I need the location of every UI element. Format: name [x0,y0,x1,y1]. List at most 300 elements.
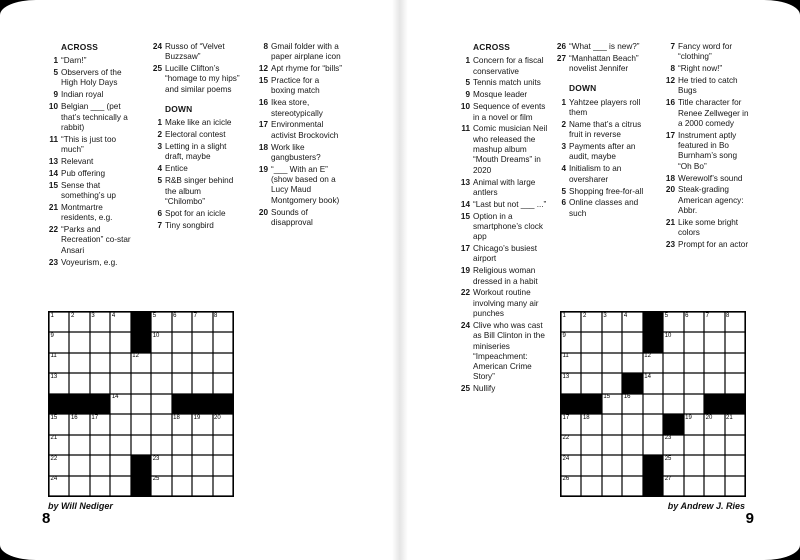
grid-cell [643,414,663,434]
grid-cell [172,373,192,393]
grid-cell [602,332,622,352]
grid-cell [602,414,622,434]
clue-number: 15 [258,76,268,86]
clue-item [152,42,240,63]
grid-cell [622,455,642,475]
grid-cell-black [131,476,151,496]
clue-item [258,76,344,97]
grid-cell [151,353,171,373]
clue-text: Observers of the High Holy Days [61,68,122,88]
grid-cell [684,312,704,332]
clue-text: Animal with large antlers [473,177,536,197]
clue-item [665,64,750,74]
grid-cell [110,394,130,414]
grid-cell [684,373,704,393]
clue-column [460,42,548,396]
cell-number: 1 [50,312,54,319]
clue-item [556,198,648,219]
clue-column [258,42,344,230]
grid-cell [704,373,724,393]
grid-cell [684,332,704,352]
clue-item [460,212,548,243]
cell-number: 8 [214,312,218,319]
grid-cell [581,476,601,496]
clue-item [665,174,750,184]
clue-number: 6 [157,208,162,218]
grid-cell [90,435,110,455]
cell-number: 3 [91,312,95,319]
grid-cell [69,353,89,373]
grid-cell [561,435,581,455]
clue-text: “Last but not ___ ...” [473,199,547,209]
cell-number: 2 [582,312,587,319]
across-header: ACROSS [473,42,511,52]
grid-cell [602,373,622,393]
clue-text: Lucille Clifton’s “homage to my hips” and similar poems [165,64,240,94]
clue-number: 26 [556,42,566,51]
grid-cell [663,455,683,475]
grid-cell [151,414,171,434]
clue-number: 7 [670,42,675,51]
clue-item [152,130,240,140]
grid-cell [622,312,642,332]
grid-cell [622,332,642,352]
clue-item [556,187,648,197]
cell-number: 18 [173,414,180,421]
grid-cell [131,435,151,455]
clue-text: Voyeurism, e.g. [61,257,118,267]
clue-number: 25 [152,64,162,74]
clue-item [460,244,548,265]
grid-cell [172,353,192,373]
grid-cell [663,435,683,455]
grid-cell [581,373,601,393]
clue-item [460,124,548,175]
grid-cell-black [49,394,69,414]
grid-cell [704,476,724,496]
grid-cell [581,455,601,475]
grid-cell-black [643,455,663,475]
grid-cell [581,332,601,352]
clue-number: 21 [48,202,58,212]
grid-cell [192,476,212,496]
clue-text: Like some bright colors [678,217,739,238]
grid-cell [213,455,233,475]
grid-cell [151,394,171,414]
grid-cell [90,373,110,393]
clue-item [152,176,240,207]
clue-item [556,120,648,141]
clue-number: 8 [263,42,268,51]
grid-cell [725,414,745,434]
clue-number: 25 [460,384,470,394]
clue-item [48,157,136,167]
clue-text: He tried to catch Bugs [678,76,738,96]
cell-number: 24 [562,455,570,462]
grid-cell [561,414,581,434]
grid-cell [561,476,581,496]
cell-number: 22 [562,435,570,442]
clue-number: 2 [561,119,566,129]
clue-number: 5 [157,176,162,186]
clue-text: “Parks and Recreation” co-star Ansari [61,225,131,255]
grid-cell [151,332,171,352]
grid-cell [192,414,212,434]
cell-number: 1 [562,312,566,319]
clue-number: 8 [670,64,675,74]
grid-cell-black [69,394,89,414]
grid-cell-black [663,414,683,434]
clue-text: Prompt for an actor [678,240,749,250]
page-gutter [392,0,408,560]
clue-text: Online classes and such [569,198,639,218]
clue-item [460,102,548,123]
grid-cell [643,373,663,393]
grid-cell-black [131,312,151,332]
clue-item [152,164,240,174]
cell-number: 14 [644,373,651,380]
clue-item [152,221,240,231]
clue-text: Chicago’s busiest airport [473,244,538,264]
page-number: 8 [42,510,51,527]
grid-cell [151,455,171,475]
grid-cell [684,394,704,414]
grid-cell [172,312,192,332]
grid-cell-black [172,394,192,414]
grid-cell [581,353,601,373]
clue-item [258,208,344,229]
grid-cell [622,414,642,434]
grid-cell [684,353,704,373]
grid-cell [69,455,89,475]
grid-cell [49,373,69,393]
clue-item [460,266,548,287]
clue-item [460,384,548,394]
clue-number: 21 [665,217,675,227]
grid-cell [581,435,601,455]
clue-number: 4 [561,164,566,174]
grid-cell [172,414,192,434]
clue-number: 15 [460,211,470,221]
grid-cell [192,435,212,455]
crossword-grid [560,311,746,497]
grid-cell [581,414,601,434]
clue-text: Title character for Renee Zellweger in a 2000 comedy [678,98,749,128]
clue-text: Initialism to an oversharer [569,164,622,184]
cell-number: 21 [726,414,733,421]
clue-number: 24 [460,320,470,330]
cell-number: 19 [193,414,201,421]
grid-cell [725,435,745,455]
grid-cell [192,332,212,352]
grid-cell [622,435,642,455]
grid-cell [602,312,622,332]
grid-cell [192,312,212,332]
grid-cell [110,332,130,352]
grid-cell [49,435,69,455]
clue-item [556,42,648,52]
clue-text: Payments after an audit, maybe [569,142,636,162]
cell-number: 2 [70,312,75,319]
grid-cell-black [561,394,581,414]
clue-text: Name that’s a citrus fruit in reverse [569,119,642,140]
clue-text: Belgian ___ (pet that’s technically a rabbit) [61,102,128,132]
grid-cell-black [131,332,151,352]
cell-number: 13 [50,373,58,380]
clue-text: R&B singer behind the album “Chilombo” [165,176,234,206]
cell-number: 22 [50,455,58,462]
grid-cell [561,353,581,373]
clue-item [258,64,344,74]
clue-column [152,42,240,233]
cell-number: 20 [705,414,713,421]
grid-cell-black [581,394,601,414]
clue-number: 23 [48,257,58,267]
cell-number: 10 [152,332,160,339]
clue-item [48,135,136,156]
grid-cell [110,312,130,332]
grid-cell [90,476,110,496]
clue-item [258,165,344,206]
clue-number: 12 [258,64,268,74]
cell-number: 27 [664,476,672,483]
grid-cell [90,312,110,332]
clue-item [48,258,136,268]
clue-text: Environmental activist Brockovich [271,120,339,140]
clue-number: 10 [48,102,58,112]
grid-cell [602,353,622,373]
clue-item [48,90,136,100]
clue-item [665,218,750,239]
cell-number: 21 [50,435,58,442]
clue-number: 2 [157,130,162,140]
clue-number: 22 [48,225,58,235]
grid-cell [69,312,89,332]
clue-text: Fancy word for “clothing” [678,42,733,62]
grid-cell [213,332,233,352]
cell-number: 3 [603,312,607,319]
grid-cell [704,332,724,352]
clue-text: Practice for a boxing match [271,76,320,96]
grid-cell [213,312,233,332]
cell-number: 10 [664,332,672,339]
clue-item [665,185,750,216]
grid-cell [602,435,622,455]
clue-number: 1 [465,56,470,66]
grid-cell [663,312,683,332]
clue-text: Religious woman dressed in a habit [473,266,538,286]
grid-cell [192,373,212,393]
clue-text: Mosque leader [473,90,528,100]
grid-cell [561,455,581,475]
clue-text: Nullify [473,384,496,394]
grid-cell [172,435,192,455]
clue-number: 4 [157,164,162,174]
grid-cell [725,476,745,496]
grid-cell [213,414,233,434]
clue-text: Entice [165,164,188,174]
cell-number: 14 [111,394,119,401]
grid-cell [704,353,724,373]
grid-cell [725,373,745,393]
clue-text: Yahtzee players roll them [569,97,641,118]
grid-cell [663,373,683,393]
clue-text: “This is just too much” [61,134,117,155]
cell-number: 15 [603,394,611,401]
clue-item [460,56,548,77]
clue-item [152,142,240,163]
clue-text: “Right now!” [678,64,723,74]
clue-item [152,209,240,219]
grid-cell [69,373,89,393]
grid-cell [192,455,212,475]
clue-item [665,240,750,250]
grid-cell [704,435,724,455]
cell-number: 23 [152,455,160,462]
clue-text: Work like gangbusters? [271,142,321,162]
clue-item [48,102,136,133]
clue-item [48,68,136,89]
grid-cell [131,414,151,434]
clue-number: 27 [556,53,566,63]
grid-cell [110,414,130,434]
clue-number: 10 [460,102,470,112]
clue-text: Option in a smartphone’s clock app [473,211,543,242]
cell-number: 19 [685,414,692,421]
grid-cell [172,455,192,475]
clue-column [556,42,648,221]
clue-item [460,78,548,88]
byline: by Will Nediger [48,501,113,511]
clue-number: 7 [157,220,162,230]
clue-text: Instrument aptly featured in Bo Burnham’s song “Oh Bo” [678,130,738,171]
clue-number: 6 [561,198,566,208]
grid-cell [213,353,233,373]
grid-cell [110,373,130,393]
grid-cell [643,353,663,373]
grid-cell [131,373,151,393]
clue-text: Indian royal [61,90,104,100]
clue-number: 16 [665,98,675,108]
grid-cell [725,312,745,332]
clue-text: Ikea store, stereotypically [271,98,323,118]
cell-number: 17 [91,414,99,421]
cell-number: 17 [562,414,570,421]
down-header: DOWN [569,83,597,94]
grid-cell-black [213,394,233,414]
cell-number: 8 [726,312,730,319]
clue-text: Comic musician Neil who released the mashup album “Mouth Dreams” in 2020 [473,124,548,175]
grid-cell [581,312,601,332]
clue-number: 19 [460,266,470,276]
grid-cell [684,414,704,434]
clue-text: Tennis match units [473,78,541,88]
clue-text: Workout routine involving many air punches [473,288,539,319]
grid-cell [643,394,663,414]
clue-number: 9 [465,90,470,100]
grid-cell [561,332,581,352]
clue-text: Relevant [61,156,94,166]
cell-number: 15 [50,414,58,421]
grid-cell [725,455,745,475]
cell-number: 4 [623,312,628,319]
grid-cell [192,353,212,373]
clue-item [152,64,240,95]
clue-item [48,203,136,224]
grid-cell [49,414,69,434]
clue-text: Russo of “Velvet Buzzsaw” [165,42,225,62]
grid-cell [684,435,704,455]
grid-cell [725,353,745,373]
clue-number: 1 [53,56,58,66]
clue-item [48,56,136,66]
grid-cell [172,332,192,352]
cell-number: 18 [582,414,590,421]
clue-number: 24 [152,42,162,51]
grid-cell [110,435,130,455]
grid-cell-black [131,455,151,475]
clue-item [460,288,548,319]
clue-text: Gmail folder with a paper airplane icon [271,42,341,62]
clue-text: Werewolf’s sound [678,173,743,183]
grid-cell [643,435,663,455]
grid-cell [602,455,622,475]
clue-item [556,142,648,163]
grid-cell [684,476,704,496]
cell-number: 16 [70,414,78,421]
clue-number: 14 [48,168,58,178]
grid-cell [704,312,724,332]
clue-text: “What ___ is new?” [569,42,640,51]
grid-cell-black [643,332,663,352]
grid-cell [151,435,171,455]
clue-number: 18 [665,173,675,183]
grid-cell [69,435,89,455]
clue-number: 17 [665,130,675,140]
grid-cell [151,476,171,496]
clue-number: 17 [258,120,268,130]
page-number: 9 [745,510,754,527]
clue-item [665,131,750,172]
grid-cell [131,394,151,414]
clue-number: 5 [561,186,566,196]
clue-text: Sequence of events in a novel or film [473,102,546,122]
clue-text: Spot for an icicle [165,208,226,218]
clue-item [258,98,344,119]
grid-cell [602,394,622,414]
cell-number: 6 [173,312,177,319]
cell-number: 25 [664,455,672,462]
grid-cell [684,455,704,475]
clue-item [48,225,136,256]
cell-number: 5 [152,312,157,319]
grid-cell-black [622,373,642,393]
grid-cell [622,476,642,496]
clue-text: Electoral contest [165,130,226,140]
clue-item [665,76,750,97]
clue-number: 11 [461,124,470,134]
clue-text: Pub offering [61,168,106,178]
clue-text: Tiny songbird [165,220,214,230]
grid-cell [561,312,581,332]
clue-item [48,169,136,179]
clue-item [556,54,648,75]
grid-cell [90,414,110,434]
grid-cell [663,353,683,373]
clue-item [152,118,240,128]
cell-number: 5 [664,312,669,319]
clue-item [460,321,548,383]
